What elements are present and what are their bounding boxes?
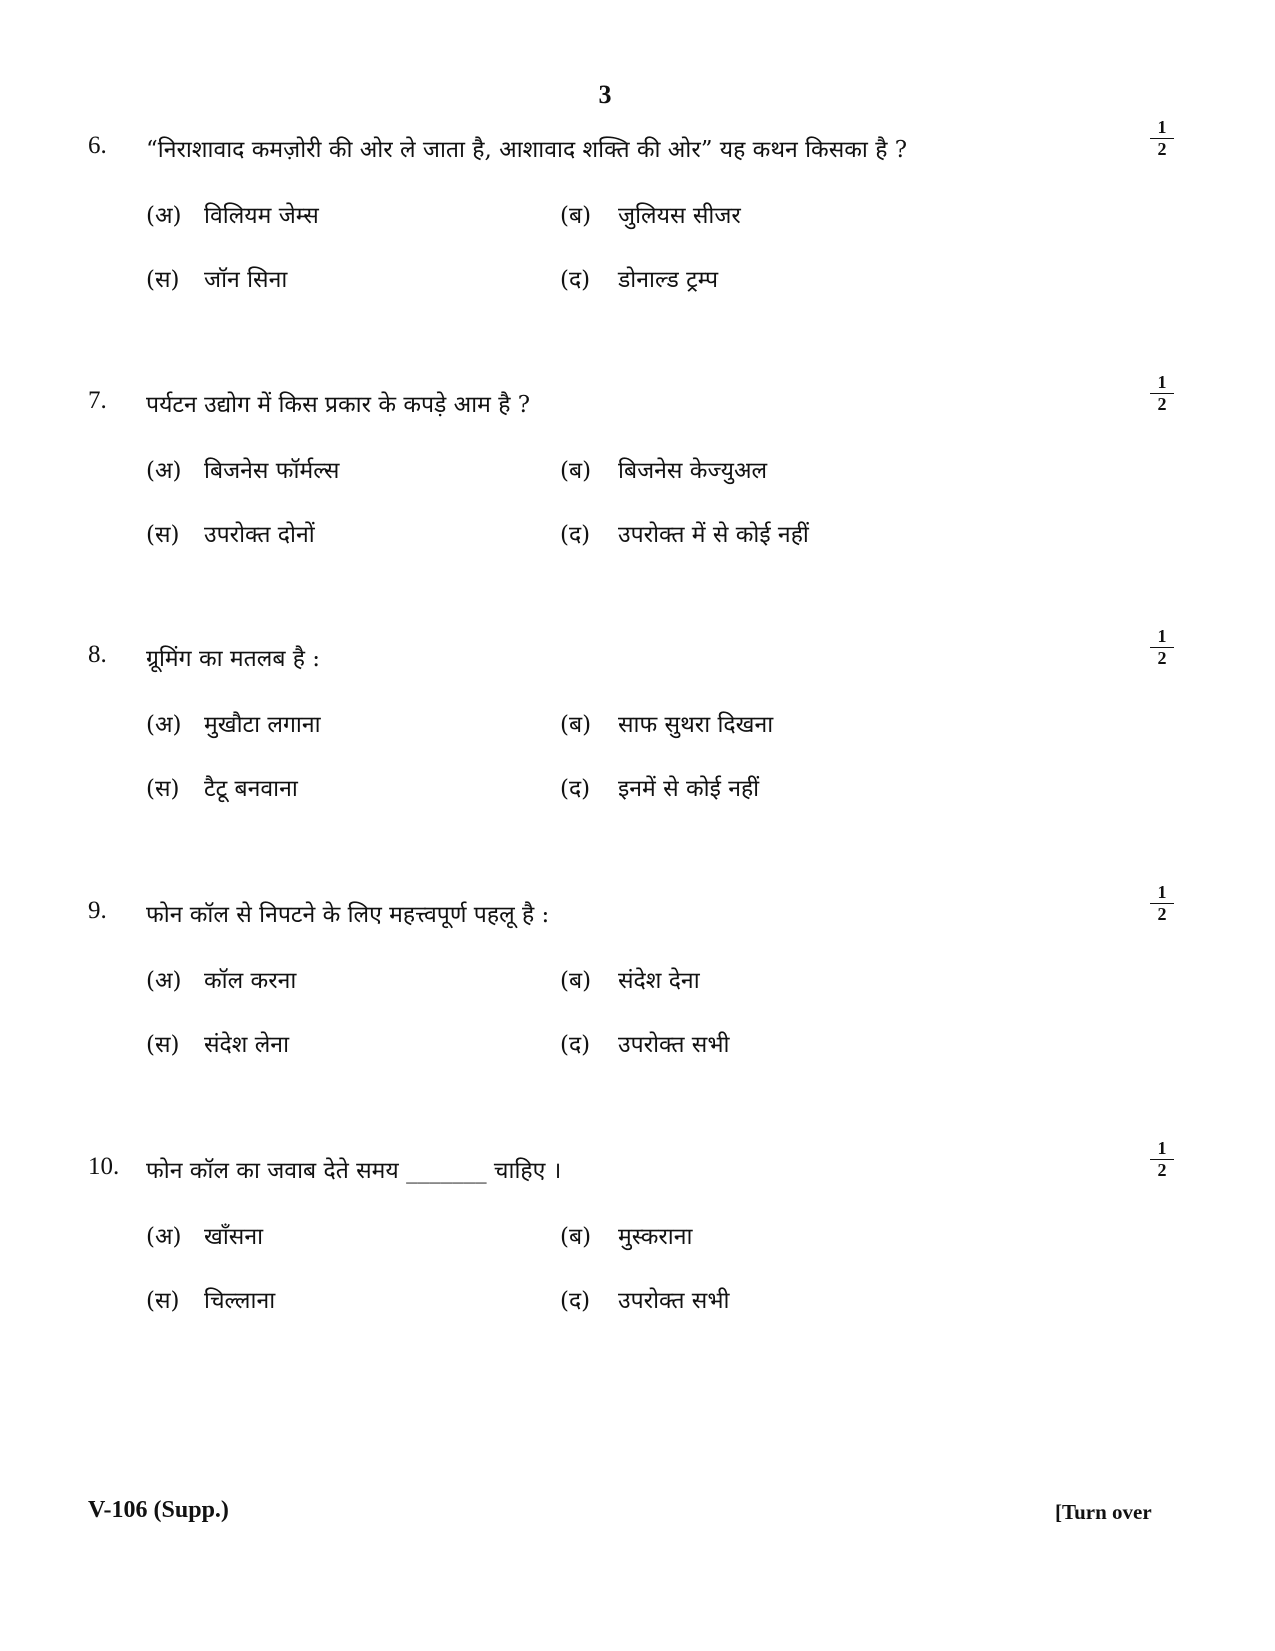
question-10 — [0, 1138, 1275, 1353]
option-c — [146, 262, 287, 294]
marks-denominator: 2 — [1157, 1160, 1167, 1180]
question-8 — [0, 626, 1275, 841]
option-c — [146, 517, 315, 549]
question-number: 10. — [88, 1153, 120, 1180]
option-c — [146, 771, 298, 803]
option-text: उपरोक्त में से कोई नहीं — [618, 522, 809, 548]
marks-fraction — [1150, 627, 1174, 668]
turn-over-note: [Turn over — [1055, 1500, 1152, 1524]
option-b — [560, 453, 767, 485]
question-text: ग्रूमिंग का मतलब है : — [146, 646, 321, 672]
marks-fraction — [1150, 373, 1174, 414]
option-tag: (अ) — [146, 203, 182, 229]
option-tag: (स) — [146, 1288, 180, 1314]
option-a — [146, 198, 319, 230]
option-b — [560, 963, 700, 995]
option-text: साफ सुथरा दिखना — [618, 712, 774, 738]
question-number: 7. — [88, 387, 107, 414]
question-text: फोन कॉल का जवाब देते समय _______ चाहिए । — [146, 1158, 562, 1184]
marks-numerator: 1 — [1150, 1139, 1174, 1160]
marks-denominator: 2 — [1157, 904, 1167, 924]
option-d — [560, 771, 759, 803]
option-tag: (स) — [146, 776, 180, 802]
option-tag: (ब) — [560, 712, 592, 738]
option-text: इनमें से कोई नहीं — [618, 776, 760, 802]
option-text: कॉल करना — [204, 968, 297, 994]
option-tag: (द) — [560, 1032, 591, 1058]
option-text: बिजनेस केज्युअल — [618, 458, 768, 484]
option-tag: (ब) — [560, 458, 592, 484]
option-text: विलियम जेम्स — [204, 203, 319, 229]
option-text: मुखौटा लगाना — [204, 712, 321, 738]
option-b — [560, 1219, 692, 1251]
option-text: खाँसना — [204, 1224, 264, 1250]
question-text: पर्यटन उद्योग में किस प्रकार के कपड़े आम है ? — [146, 392, 531, 418]
option-b — [560, 707, 773, 739]
question-number: 8. — [88, 641, 107, 668]
option-c — [146, 1027, 289, 1059]
marks-denominator: 2 — [1157, 139, 1167, 159]
marks-denominator: 2 — [1157, 394, 1167, 414]
option-text: उपरोक्त सभी — [618, 1288, 730, 1314]
question-6 — [0, 117, 1275, 332]
option-text: उपरोक्त सभी — [618, 1032, 730, 1058]
option-text: संदेश लेना — [204, 1032, 290, 1058]
option-tag: (द) — [560, 776, 591, 802]
marks-numerator: 1 — [1150, 373, 1174, 394]
question-text: फोन कॉल से निपटने के लिए महत्त्वपूर्ण पहलू है : — [146, 902, 550, 928]
marks-numerator: 1 — [1150, 118, 1174, 139]
question-7 — [0, 372, 1275, 587]
option-d — [560, 517, 809, 549]
option-tag: (ब) — [560, 203, 592, 229]
question-text: “निराशावाद कमज़ोरी की ओर ले जाता है, आशावाद शक्ति की ओर” यह कथन किसका है ? — [146, 137, 908, 163]
option-tag: (अ) — [146, 968, 182, 994]
option-text: डोनाल्ड ट्रम्प — [618, 267, 719, 293]
marks-numerator: 1 — [1150, 627, 1174, 648]
option-tag: (स) — [146, 1032, 180, 1058]
option-d — [560, 1027, 729, 1059]
page-number: 3 — [598, 80, 612, 109]
option-tag: (द) — [560, 1288, 591, 1314]
option-tag: (स) — [146, 522, 180, 548]
option-b — [560, 198, 741, 230]
question-number: 9. — [88, 897, 107, 924]
option-tag: (स) — [146, 267, 180, 293]
option-c — [146, 1283, 275, 1315]
option-tag: (अ) — [146, 1224, 182, 1250]
marks-numerator: 1 — [1150, 883, 1174, 904]
option-text: संदेश देना — [618, 968, 700, 994]
option-tag: (द) — [560, 267, 591, 293]
option-d — [560, 1283, 729, 1315]
marks-fraction — [1150, 1139, 1174, 1180]
option-text: जॉन सिना — [204, 267, 288, 293]
option-tag: (अ) — [146, 712, 182, 738]
option-tag: (द) — [560, 522, 591, 548]
option-text: बिजनेस फॉर्मल्स — [204, 458, 340, 484]
paper-code: V-106 (Supp.) — [88, 1497, 229, 1523]
marks-denominator: 2 — [1157, 648, 1167, 668]
option-a — [146, 707, 321, 739]
marks-fraction — [1150, 883, 1174, 924]
option-text: टैटू बनवाना — [204, 776, 298, 802]
question-number: 6. — [88, 132, 107, 159]
option-text: उपरोक्त दोनों — [204, 522, 315, 548]
option-tag: (अ) — [146, 458, 182, 484]
option-text: चिल्लाना — [204, 1288, 276, 1314]
option-a — [146, 963, 296, 995]
option-a — [146, 453, 339, 485]
option-tag: (ब) — [560, 1224, 592, 1250]
option-text: जुलियस सीजर — [618, 203, 741, 229]
question-9 — [0, 882, 1275, 1097]
option-text: मुस्कराना — [618, 1224, 693, 1250]
marks-fraction — [1150, 118, 1174, 159]
option-d — [560, 262, 718, 294]
option-tag: (ब) — [560, 968, 592, 994]
option-a — [146, 1219, 263, 1251]
